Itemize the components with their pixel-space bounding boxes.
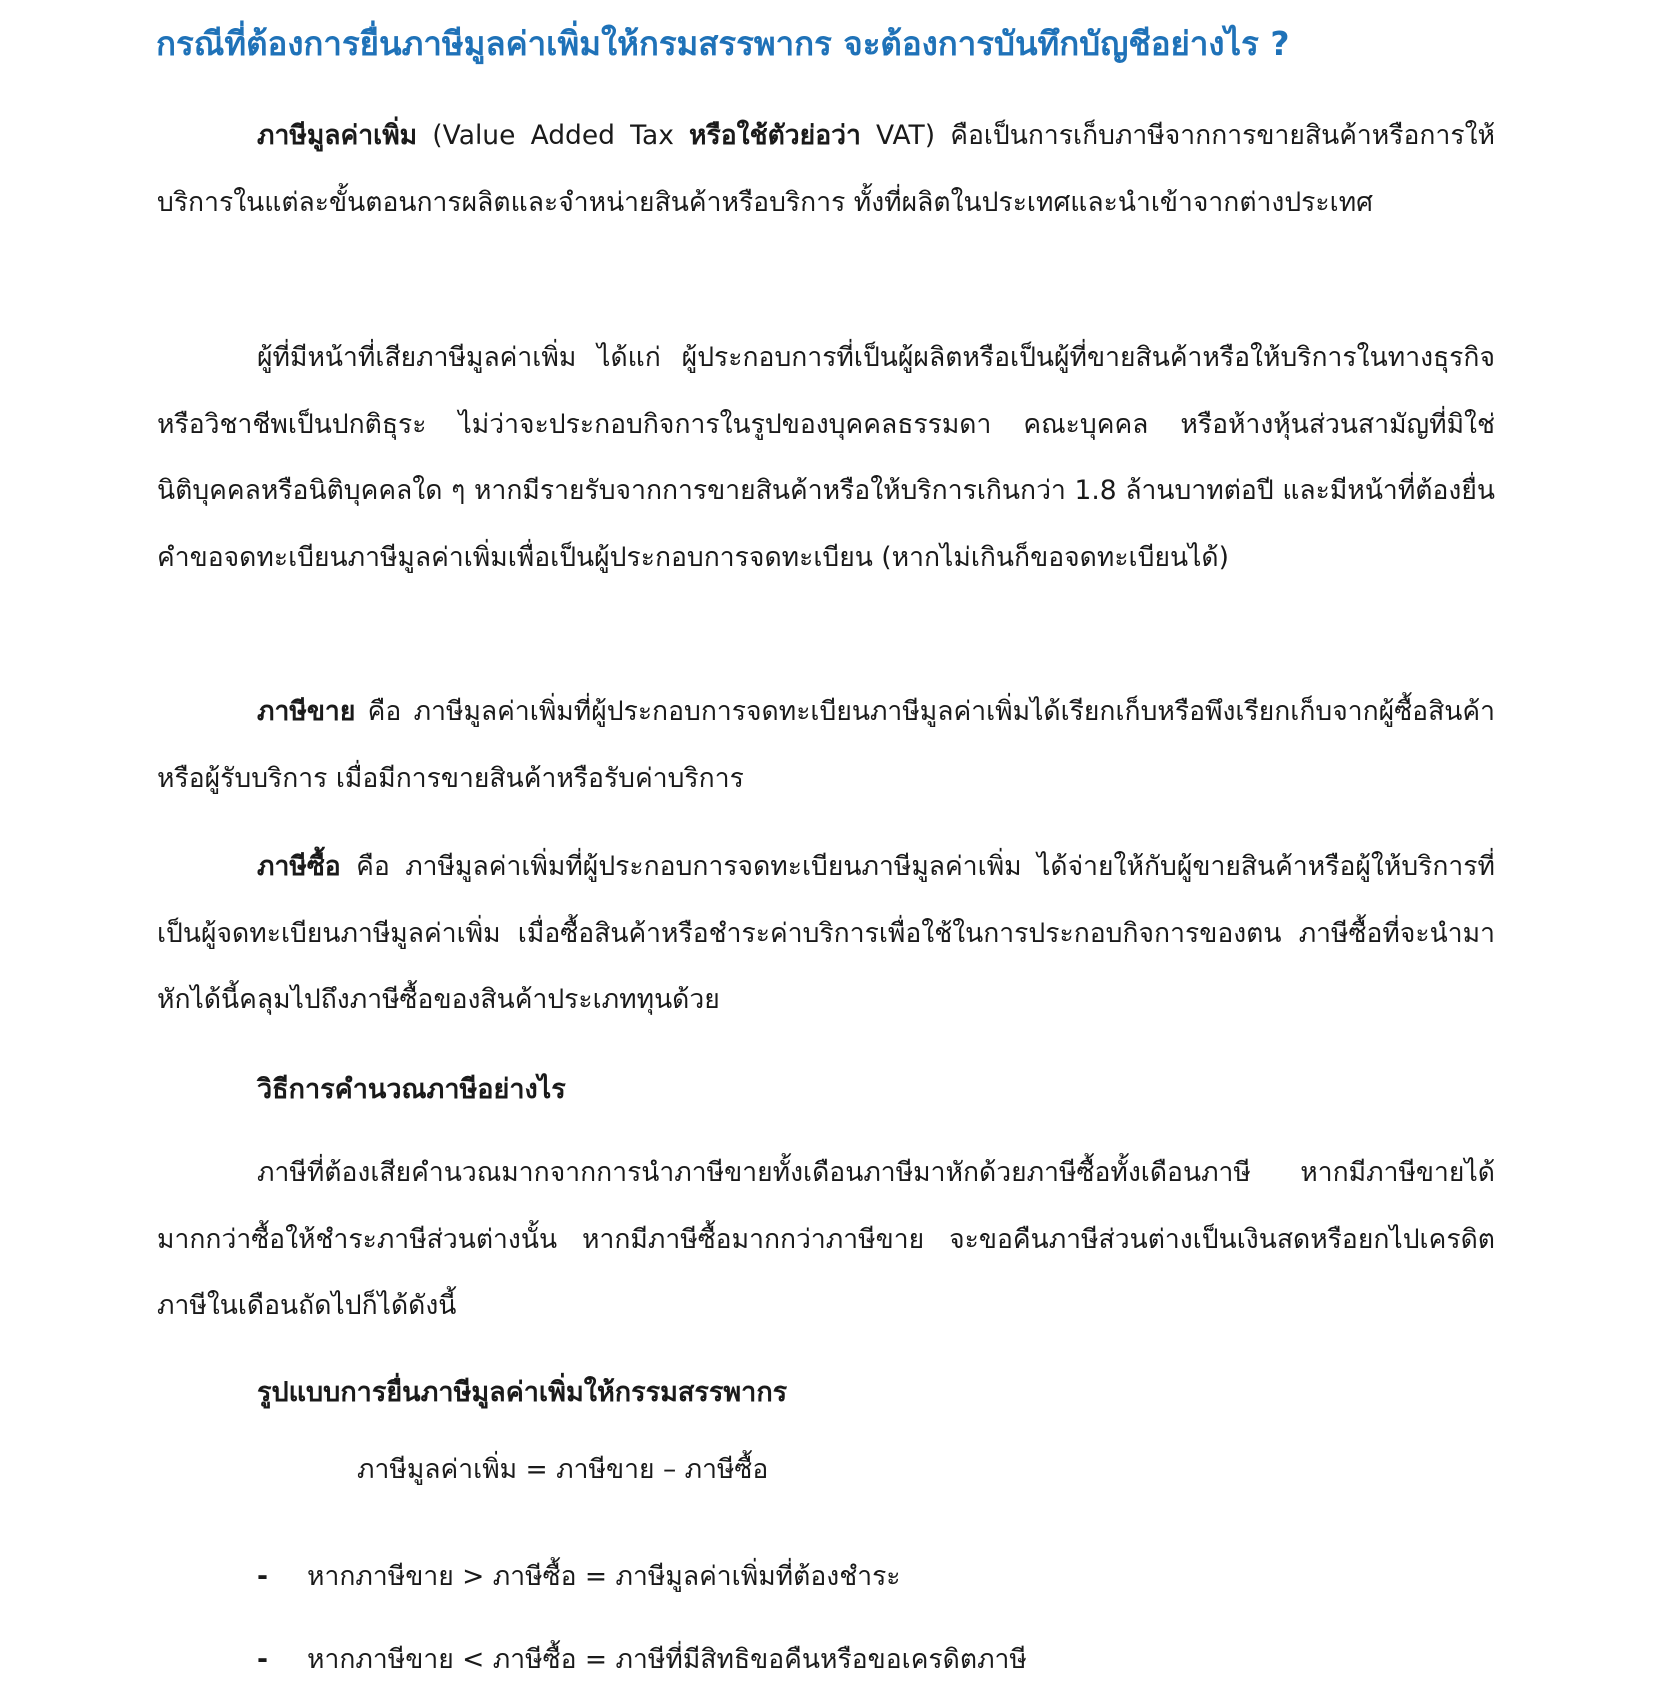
abbreviation-label: หรือใช้ตัวย่อว่า	[689, 120, 861, 151]
vat-formula: ภาษีมูลค่าเพิ่ม = ภาษีขาย – ภาษีซื้อ	[357, 1454, 769, 1485]
paragraph-vat-liable: ผู้ที่มีหน้าที่เสียภาษีมูลค่าเพิ่ม ได้แก่ ผู้ประกอบการที่เป็นผู้ผลิตหรือเป็นผู้ที่ขายสินค้าหรือให้บริการในทางธุรกิจหรือวิชาชีพเป็นปกติธุระ ไม่ว่าจะประกอบกิจการในรูปของบุคคลธรรมดา คณะบุคคล หรือห้างหุ้นส่วนสามัญที่มิใช่นิติบุคคลหรือนิติบุคคลใด ๆ หากมีรายรับจากการขายสินค้าหรือให้บริการเกินกว่า 1.8 ล้านบาทต่อปี และมีหน้าที่ต้องยื่นคำขอจดทะเบียนภาษีมูลค่าเพิ่มเพื่อเป็นผู้ประกอบการจดทะเบียน (หากไม่เกินก็ขอจดทะเบียนได้)	[157, 342, 1495, 573]
heading-calculation: วิธีการคำนวณภาษีอย่างไร	[257, 1074, 566, 1105]
list-item	[257, 1630, 1027, 1690]
paragraph-output-tax	[157, 679, 1495, 812]
term-input-tax: ภาษีซื้อ	[257, 851, 341, 882]
bullet-text-payable: หากภาษีขาย > ภาษีซื้อ = ภาษีมูลค่าเพิ่มที่ต้องชำระ	[307, 1561, 901, 1592]
input-tax-text: คือ ภาษีมูลค่าเพิ่มที่ผู้ประกอบการจดทะเบียนภาษีมูลค่าเพิ่ม ได้จ่ายให้กับผู้ขายสินค้าหรือผู้ให้บริการที่เป็นผู้จดทะเบียนภาษีมูลค่าเพิ่ม เมื่อซื้อสินค้าหรือชำระค่าบริการเพื่อใช้ในการประกอบกิจการของตน ภาษีซื้อที่จะนำมาหักได้นี้คลุมไปถึงภาษีซื้อของสินค้าประเภททุนด้วย	[157, 851, 1495, 1015]
paragraph-calculation: ภาษีที่ต้องเสียคำนวณมากจากการนำภาษีขายทั้งเดือนภาษีมาหักด้วยภาษีซื้อทั้งเดือนภาษี หากมีภาษีขายได้มากกว่าซื้อให้ชำระภาษีส่วนต่างนั้น หากมีภาษีซื้อมากกว่าภาษีขาย จะขอคืนภาษีส่วนต่างเป็นเงินสดหรือยกไปเครดิตภาษีในเดือนถัดไปก็ได้ดังนี้	[157, 1157, 1495, 1321]
output-tax-text: คือ ภาษีมูลค่าเพิ่มที่ผู้ประกอบการจดทะเบียนภาษีมูลค่าเพิ่มได้เรียกเก็บหรือพึงเรียกเก็บจากผู้ซื้อสินค้าหรือผู้รับบริการ เมื่อมีการขายสินค้าหรือรับค่าบริการ	[157, 696, 1495, 794]
bullet-marker: -	[257, 1644, 268, 1675]
term-output-tax: ภาษีขาย	[257, 696, 356, 727]
bullet-marker: -	[257, 1561, 268, 1592]
bullet-text-refund: หากภาษีขาย < ภาษีซื้อ = ภาษีที่มีสิทธิขอคืนหรือขอเครดิตภาษี	[307, 1644, 1027, 1675]
vat-english-name: (Value Added Tax	[417, 120, 690, 151]
heading-filing-format: รูปแบบการยื่นภาษีมูลค่าเพิ่มให้กรรมสรรพากร	[257, 1377, 788, 1408]
paragraph-input-tax	[157, 834, 1495, 1034]
page-title: กรณีที่ต้องการยื่นภาษีมูลค่าเพิ่มให้กรมสรรพากร จะต้องการบันทึกบัญชีอย่างไร ?	[156, 24, 1290, 63]
list-item	[257, 1547, 901, 1607]
term-vat: ภาษีมูลค่าเพิ่ม	[257, 120, 418, 151]
paragraph-vat-definition	[157, 103, 1495, 236]
vat-definition-text: VAT) คือเป็นการเก็บภาษีจากการขายสินค้าหรือการให้บริการในแต่ละขั้นตอนการผลิตและจำหน่ายสินค้าหรือบริการ ทั้งที่ผลิตในประเทศและนำเข้าจากต่างประเทศ	[157, 120, 1495, 218]
